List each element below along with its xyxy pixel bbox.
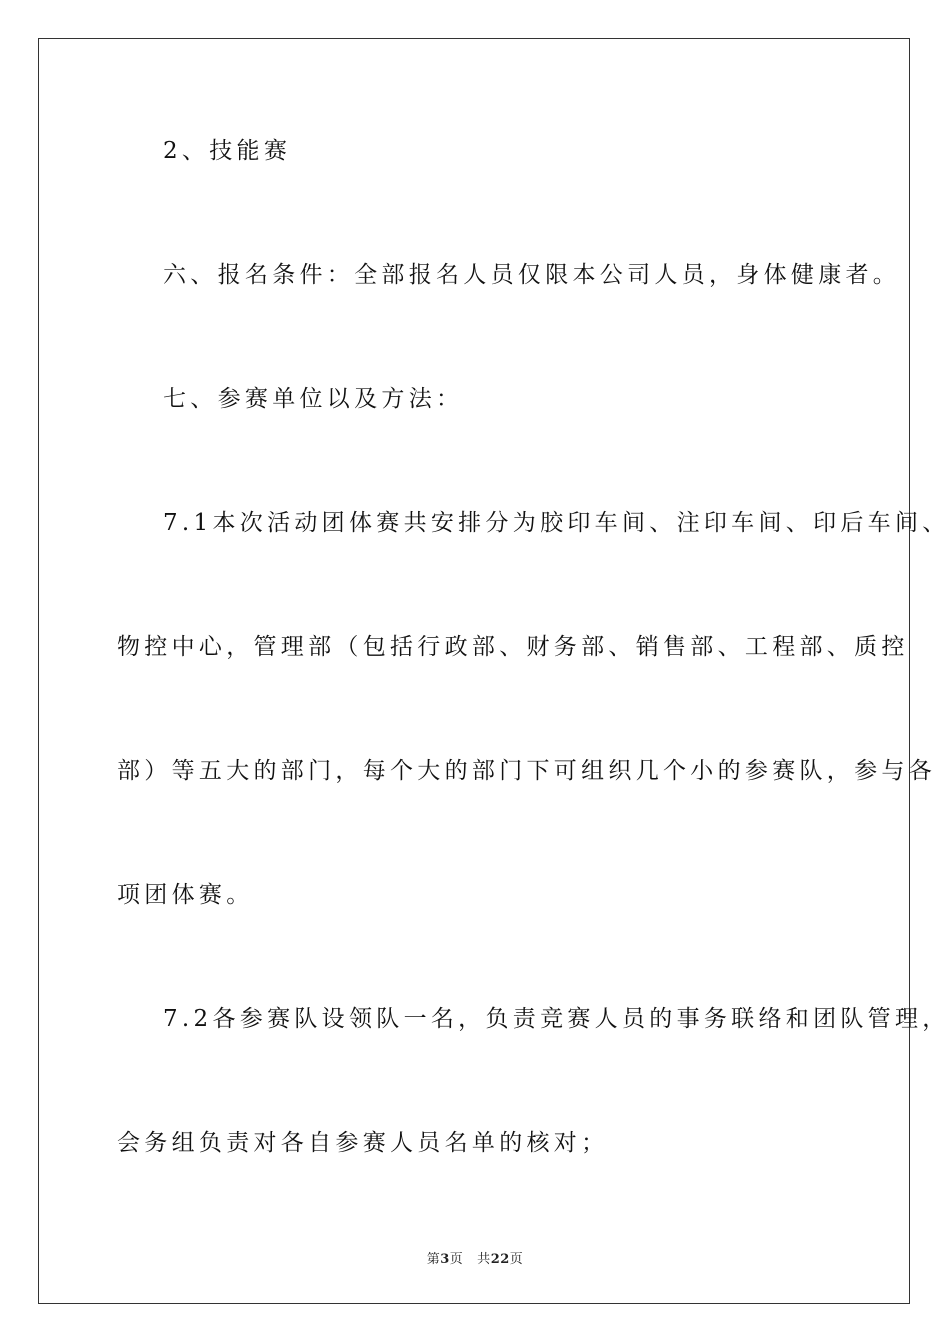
page-border [38,38,910,1304]
text-line-7: 项团体赛。 [117,882,254,908]
text-line-2: 六、报名条件：全部报名人员仅限本公司人员，身体健康者。 [163,262,901,288]
text-line-1: 2、技能赛 [163,138,292,164]
footer-total-prefix: 共 [477,1252,491,1267]
text-line-5: 物控中心，管理部（包括行政部、财务部、销售部、工程部、质控 [117,634,909,660]
text-line-4: 7.1本次活动团体赛共安排分为胶印车间、注印车间、印后车间、 [163,510,950,536]
text-line-3: 七、参赛单位以及方法： [163,386,464,412]
footer-page-suffix: 页 [449,1252,464,1267]
footer-total-pages: 22 [490,1252,510,1267]
footer-prefix: 第 [426,1252,441,1267]
footer-total-suffix: 页 [509,1252,524,1267]
text-line-8: 7.2各参赛队设领队一名，负责竞赛人员的事务联络和团队管理， [163,1006,950,1032]
footer-current-page: 3 [440,1252,450,1267]
page-footer [0,1248,950,1267]
text-line-6: 部）等五大的部门，每个大的部门下可组织几个小的参赛队，参与各 [117,758,936,784]
text-line-9: 会务组负责对各自参赛人员名单的核对； [117,1130,609,1156]
